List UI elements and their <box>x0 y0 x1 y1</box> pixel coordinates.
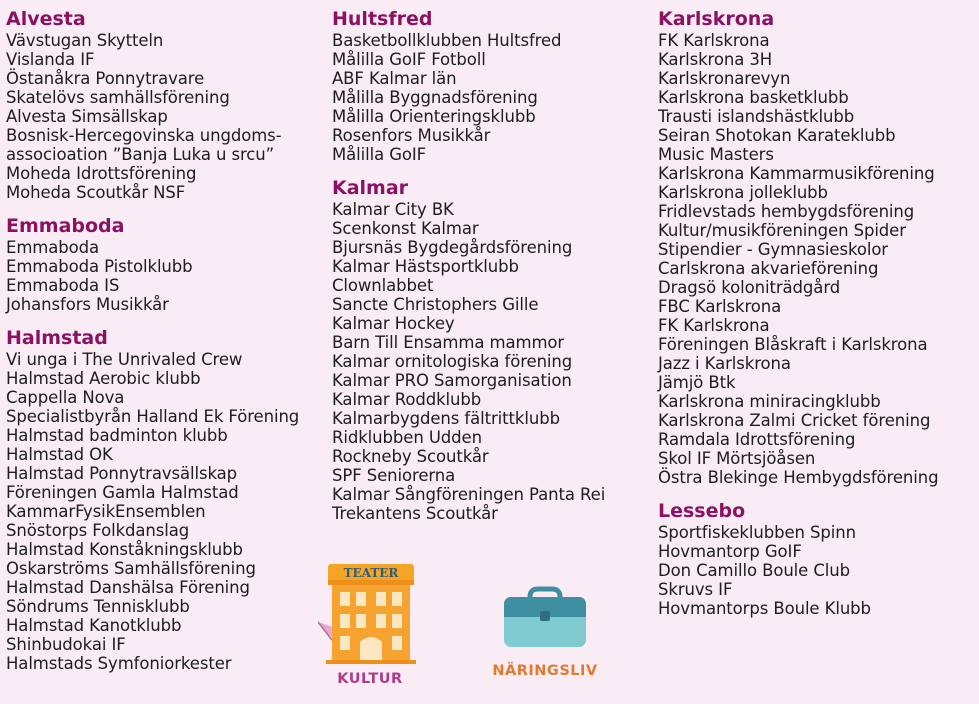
association-item[interactable]: Skol IF Mörtsjöåsen <box>658 449 816 468</box>
association-item[interactable]: Målilla GoIF Fotboll <box>332 50 486 69</box>
association-item[interactable]: Ramdala Idrottsförening <box>658 430 856 449</box>
association-item[interactable]: Moheda Scoutkår NSF <box>6 183 186 202</box>
association-item[interactable]: Halmstad badminton klubb <box>6 426 228 445</box>
city-heading: Kalmar <box>332 177 409 199</box>
association-list <box>658 523 938 618</box>
association-item[interactable]: Cappella Nova <box>6 388 125 407</box>
association-item[interactable]: Scenkonst Kalmar <box>332 219 479 238</box>
association-item[interactable]: Oskarströms Samhällsförening <box>6 559 256 578</box>
association-item[interactable]: Vislanda IF <box>6 50 95 69</box>
association-item[interactable]: Dragsö koloniträdgård <box>658 278 841 297</box>
association-item[interactable]: Sancte Christophers Gille <box>332 295 539 314</box>
association-item[interactable]: associoation ”Banja Luka u srcu” <box>6 145 275 164</box>
association-item[interactable]: Carlskrona akvarieförening <box>658 259 879 278</box>
theater-building-icon <box>318 560 422 664</box>
city-group <box>6 7 299 202</box>
association-item[interactable]: Kultur/musikföreningen Spider <box>658 221 906 240</box>
association-item[interactable]: Don Camillo Boule Club <box>658 561 850 580</box>
association-list <box>6 31 299 202</box>
association-item[interactable]: Halmstad Konståkningsklubb <box>6 540 243 559</box>
association-item[interactable]: Skruvs IF <box>658 580 733 599</box>
association-item[interactable]: Shinbudokai IF <box>6 635 126 654</box>
association-item[interactable]: Barn Till Ensamma mammor <box>332 333 565 352</box>
association-item[interactable]: Vi unga i The Unrivaled Crew <box>6 350 243 369</box>
association-item[interactable]: Stipendier - Gymnasieskolor <box>658 240 888 259</box>
association-item[interactable]: Målilla Orienteringsklubb <box>332 107 536 126</box>
association-item[interactable]: Karlskrona jolleklubb <box>658 183 828 202</box>
kultur-category[interactable] <box>318 560 422 687</box>
association-item[interactable]: Bjursnäs Bygdegårdsförening <box>332 238 573 257</box>
column-2 <box>332 7 605 535</box>
city-heading: Karlskrona <box>658 8 775 30</box>
city-group <box>332 7 605 164</box>
association-item[interactable]: Kalmar ornitologiska förening <box>332 352 573 371</box>
association-item[interactable]: Kalmar City BK <box>332 200 454 219</box>
association-item[interactable]: Ridklubben Udden <box>332 428 482 447</box>
column-3 <box>658 7 938 630</box>
association-list <box>658 31 938 487</box>
association-item[interactable]: Halmstad Ponnytravsällskap <box>6 464 238 483</box>
association-item[interactable]: Basketbollklubben Hultsfred <box>332 31 562 50</box>
association-item[interactable]: Söndrums Tennisklubb <box>6 597 190 616</box>
association-item[interactable]: Snöstorps Folkdanslag <box>6 521 190 540</box>
association-item[interactable]: Karlskrona miniracingklubb <box>658 392 881 411</box>
association-item[interactable]: Music Masters <box>658 145 774 164</box>
association-item[interactable]: Hovmantorps Boule Klubb <box>658 599 871 618</box>
city-heading: Halmstad <box>6 327 108 349</box>
association-item[interactable]: Johansfors Musikkår <box>6 295 169 314</box>
city-heading: Lessebo <box>658 500 746 522</box>
association-item[interactable]: Rosenfors Musikkår <box>332 126 491 145</box>
association-item[interactable]: Jazz i Karlskrona <box>658 354 791 373</box>
association-item[interactable]: Hovmantorp GoIF <box>658 542 802 561</box>
association-list <box>332 200 605 523</box>
association-item[interactable]: Specialistbyrån Halland Ek Förening <box>6 407 300 426</box>
association-item[interactable]: Halmstads Symfoniorkester <box>6 654 232 673</box>
association-item[interactable]: Skatelövs samhällsförening <box>6 88 230 107</box>
association-item[interactable]: FK Karlskrona <box>658 316 770 335</box>
association-item[interactable]: Rockneby Scoutkår <box>332 447 489 466</box>
association-item[interactable]: Halmstad Danshälsa Förening <box>6 578 250 597</box>
association-item[interactable]: Sportfiskeklubben Spinn <box>658 523 856 542</box>
association-item[interactable]: Målilla GoIF <box>332 145 427 164</box>
city-heading: Hultsfred <box>332 8 433 30</box>
association-item[interactable]: ABF Kalmar län <box>332 69 457 88</box>
association-item[interactable]: Östra Blekinge Hembygdsförening <box>658 468 939 487</box>
association-list <box>332 31 605 164</box>
association-item[interactable]: Moheda Idrottsförening <box>6 164 197 183</box>
briefcase-icon <box>500 585 590 649</box>
association-item[interactable]: Fridlevstads hembygdsförening <box>658 202 915 221</box>
association-item[interactable]: Målilla Byggnadsförening <box>332 88 538 107</box>
association-item[interactable]: FBC Karlskrona <box>658 297 782 316</box>
association-list <box>6 350 299 673</box>
association-item[interactable]: Karlskronarevyn <box>658 69 791 88</box>
association-item[interactable]: KammarFysikEnsemblen <box>6 502 206 521</box>
association-item[interactable]: Clownlabbet <box>332 276 434 295</box>
association-item[interactable]: Bosnisk-Hercegovinska ungdoms- <box>6 126 282 145</box>
association-item[interactable]: SPF Seniorerna <box>332 466 456 485</box>
association-item[interactable]: Seiran Shotokan Karateklubb <box>658 126 896 145</box>
association-item[interactable]: Emmaboda Pistolklubb <box>6 257 193 276</box>
city-group <box>332 176 605 523</box>
association-item[interactable]: Trekantens Scoutkår <box>332 504 498 523</box>
association-item[interactable]: Föreningen Gamla Halmstad <box>6 483 239 502</box>
association-item[interactable]: Halmstad Aerobic klubb <box>6 369 201 388</box>
kultur-label: KULTUR <box>337 671 403 687</box>
association-item[interactable]: Östanåkra Ponnytravare <box>6 69 205 88</box>
city-group <box>6 214 299 314</box>
association-item[interactable]: Kalmar Sångföreningen Panta Rei <box>332 485 606 504</box>
naringsliv-label: NÄRINGSLIV <box>492 663 598 679</box>
association-item[interactable]: Kalmar Hockey <box>332 314 455 333</box>
association-item[interactable]: Halmstad Kanotklubb <box>6 616 182 635</box>
association-item[interactable]: Jämjö Btk <box>658 373 736 392</box>
city-heading: Alvesta <box>6 8 86 30</box>
association-item[interactable]: FK Karlskrona <box>658 31 770 50</box>
association-item[interactable]: Karlskrona 3H <box>658 50 773 69</box>
svg-text:TEATER: TEATER <box>343 566 399 580</box>
column-1 <box>6 7 299 685</box>
city-group <box>6 326 299 673</box>
naringsliv-category[interactable] <box>485 585 605 679</box>
association-item[interactable]: Kalmarbygdens fältrittklubb <box>332 409 560 428</box>
association-item[interactable]: Vävstugan Skytteln <box>6 31 164 50</box>
association-item[interactable]: Kalmar PRO Samorganisation <box>332 371 572 390</box>
association-list <box>6 238 299 314</box>
association-item[interactable]: Karlskrona Zalmi Cricket förening <box>658 411 931 430</box>
association-item[interactable]: Trausti islandshästklubb <box>658 107 855 126</box>
association-item[interactable]: Kalmar Hästsportklubb <box>332 257 519 276</box>
association-item[interactable]: Halmstad OK <box>6 445 113 464</box>
city-group <box>658 7 938 487</box>
association-item[interactable]: Föreningen Blåskraft i Karlskrona <box>658 335 928 354</box>
city-group <box>658 499 938 618</box>
association-item[interactable]: Emmaboda <box>6 238 100 257</box>
association-item[interactable]: Alvesta Simsällskap <box>6 107 168 126</box>
association-item[interactable]: Kalmar Roddklubb <box>332 390 482 409</box>
city-heading: Emmaboda <box>6 215 125 237</box>
association-item[interactable]: Karlskrona Kammarmusikförening <box>658 164 935 183</box>
association-item[interactable]: Karlskrona basketklubb <box>658 88 849 107</box>
association-item[interactable]: Emmaboda IS <box>6 276 120 295</box>
